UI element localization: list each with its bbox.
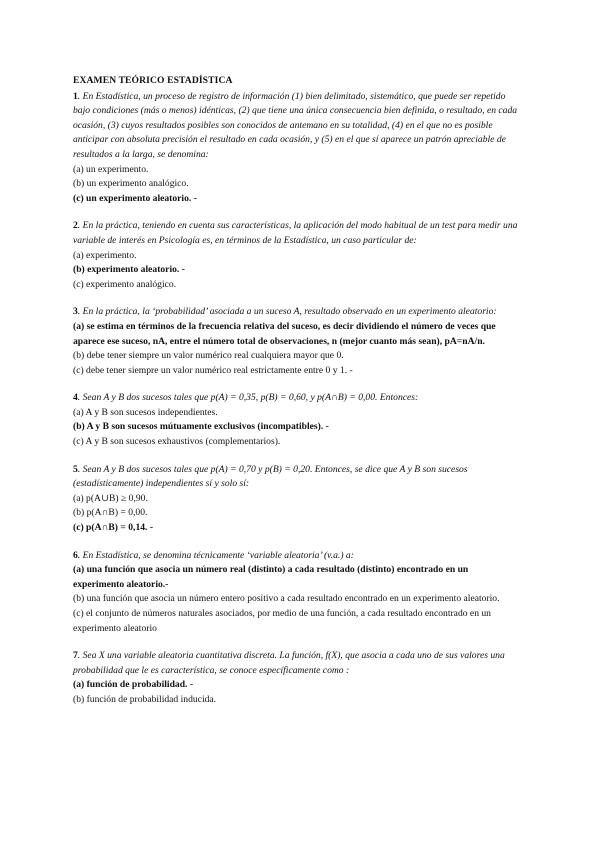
question-text: . Sea X una variable aleatoria cuantitativa discreta. La función, f(X), que asocia a cada uno de sus valores una probabilidad que le es característica, se conoce específicamente como : [73, 650, 505, 676]
answer-option-correct: (a) función de probabilidad. - [73, 679, 194, 691]
exam-page [73, 74, 521, 721]
answer-option-correct: (a) una función que asocia un número real (distinto) a cada resultado (distinto) encontrado en un experimento aleatorio.- [73, 564, 469, 590]
answer-option: (c) A y B son sucesos exhaustivos (complementarios). [73, 436, 281, 448]
answer-option-correct: (b) experimento aleatorio. - [73, 264, 185, 276]
answer-option: (c) debe tener siempre un valor numérico real estrictamente entre 0 y 1. - [73, 364, 353, 376]
question-stem [73, 305, 521, 320]
answer-option-correct: (c) p(A∩B) = 0,14. - [73, 522, 154, 534]
question-block [73, 391, 521, 449]
answer-option: (c) el conjunto de números naturales asociados, por medio de una función, a cada resultado encontrado en un experimento aleatorio [73, 608, 491, 634]
answer-option: (b) función de probabilidad inducida. [73, 693, 217, 705]
question-block [73, 463, 521, 536]
question-stem [73, 549, 521, 564]
question-stem [73, 219, 521, 248]
question-number: 4 [73, 392, 78, 404]
question-number: 5 [73, 463, 78, 475]
question-stem [73, 463, 521, 492]
answer-option: (b) una función que asocia un número entero positivo a cada resultado encontrado en un experimento aleatorio. [73, 593, 500, 605]
question-text: . En la práctica, la ‘probabilidad’ asociada a un suceso A, resultado observado en un experimento aleatorio: [77, 306, 497, 318]
question-block [73, 305, 521, 378]
question-stem [73, 90, 521, 163]
answer-option: (a) experimento. [73, 249, 137, 261]
question-block [73, 90, 521, 207]
question-stem [73, 391, 521, 406]
answer-option: (a) A y B son sucesos independientes. [73, 406, 218, 418]
question-block [73, 219, 521, 292]
question-number: 2 [73, 220, 78, 232]
question-number: 1 [73, 90, 78, 102]
answer-option: (b) p(A∩B) = 0,00. [73, 507, 148, 519]
question-block [73, 649, 521, 707]
answer-option: (a) p(A∪B) ≥ 0,90. [73, 492, 148, 504]
question-text: . En Estadística, se denomina técnicamente ‘variable aleatoria’ (v.a.) a: [77, 549, 354, 561]
answer-option-correct: (a) se estima en términos de la frecuencia relativa del suceso, es decir dividiendo el número de veces que aparece ese suceso, nA, entre el número total de observaciones, n (mejor cuanto más sean), pA=nA/n. [73, 320, 496, 347]
answer-option: (b) debe tener siempre un valor numérico real cualquiera mayor que 0. [73, 350, 344, 362]
questions-list [73, 90, 521, 708]
question-text: . En Estadística, un proceso de registro de información (1) bien delimitado, sistemático, que puede ser repetido bajo condiciones (más o menos) idénticas, (2) que tiene una única consecuencia bien definida, o resultado, en cada ocasión, (3) cuyos resultados posibles son conocidos de antemano en su totalidad, (4) en el que no es posible anticipar con absoluta precisión el resultado en cada ocasión, y (5) en el que sí aparece un patrón apreciable de resultados a la larga, se denomina: [73, 90, 518, 160]
exam-title: EXAMEN TEÓRICO ESTADÍSTICA [73, 75, 233, 86]
question-text: . En la práctica, teniendo en cuenta sus características, la aplicación del modo habitual de un test para medir una variable de interés en Psicología es, en términos de la Estadística, un caso particular de: [73, 220, 518, 246]
answer-option-correct: (b) A y B son sucesos mútuamente exclusivos (incompatibles). - [73, 421, 329, 433]
question-block [73, 549, 521, 637]
question-number: 6 [73, 549, 78, 561]
question-number: 3 [73, 306, 78, 318]
answer-option: (c) experimento analógico. [73, 278, 177, 290]
question-number: 7 [73, 650, 78, 662]
answer-option-correct: (c) un experimento aleatorio. - [73, 192, 197, 204]
answer-option: (b) un experimento analógico. [73, 178, 189, 190]
answer-option: (a) un experimento. [73, 163, 149, 175]
question-stem [73, 649, 521, 678]
question-text: . Sean A y B dos sucesos tales que p(A) = 0,35, p(B) = 0,60, y p(A∩B) = 0,00. Entonces: [77, 392, 419, 404]
question-text: . Sean A y B dos sucesos tales que p(A) = 0,70 y p(B) = 0,20. Entonces, se dice que A y B son sucesos (estadísticamente) independientes sí y solo sí: [73, 463, 468, 490]
